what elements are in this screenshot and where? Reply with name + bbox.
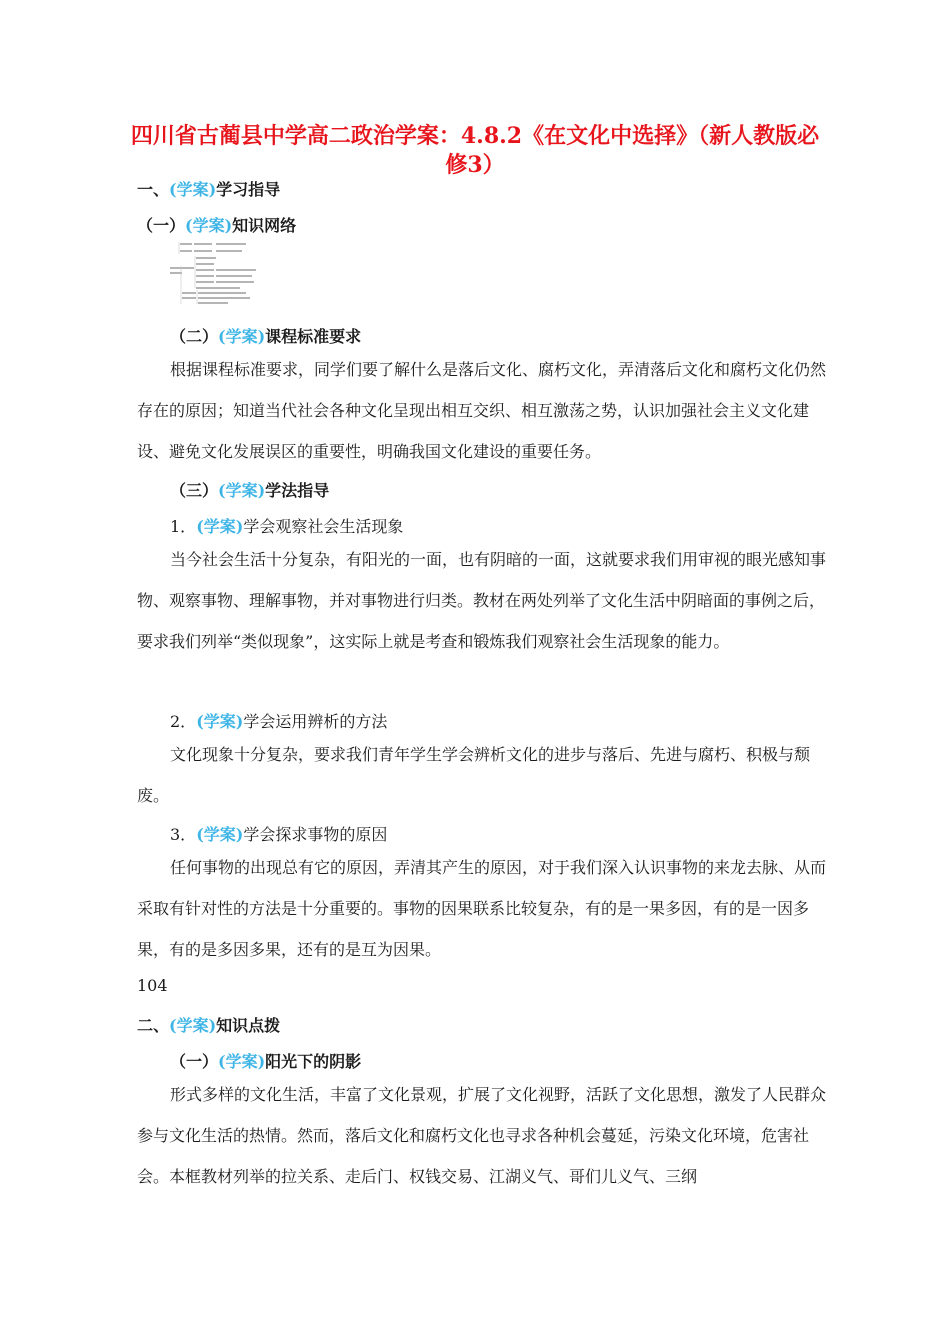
tag-label: (学案) <box>218 481 266 500</box>
subsection-number: （一） <box>170 1052 219 1071</box>
subsection-number: （三） <box>170 481 219 500</box>
tag-label: (学案) <box>196 712 244 731</box>
item-number: 2． <box>170 712 197 731</box>
subsection-heading-shadow <box>170 1049 361 1072</box>
item-text: 学会观察社会生活现象 <box>243 517 404 536</box>
item-number: 3． <box>170 825 197 844</box>
list-item-1-heading <box>170 514 403 537</box>
subsection-text: 阳光下的阴影 <box>265 1052 362 1071</box>
subsection-number: （一） <box>137 216 186 235</box>
section-heading-2 <box>137 1013 280 1036</box>
item-text: 学会运用辨析的方法 <box>243 712 388 731</box>
tag-label: (学案) <box>218 327 266 346</box>
tag-label: (学案) <box>196 825 244 844</box>
tag-label: (学案) <box>169 180 217 199</box>
paragraph-curriculum: 根据课程标准要求，同学们要了解什么是落后文化、腐朽文化，弄清落后文化和腐朽文化仍然存在的原因；知道当代社会各种文化呈现出相互交织、相互激荡之势，认识加强社会主义文化建设、避免文化发展误区的重要性，明确我国文化建设的重要任务。 <box>137 360 827 461</box>
subsection-text: 知识网络 <box>232 216 297 235</box>
paragraph-causes: 任何事物的出现总有它的原因，弄清其产生的原因，对于我们深入认识事物的来龙去脉、从而采取有针对性的方法是十分重要的。事物的因果联系比较复杂，有的是一果多因，有的是一因多果，有的是多因多果，还有的是互为因果。 <box>137 858 827 959</box>
document-title: 四川省古蔺县中学高二政治学案：4.8.2《在文化中选择》（新人教版必修3） <box>130 123 820 178</box>
section-number: 二、 <box>137 1016 170 1035</box>
mindmap-image <box>170 240 290 306</box>
subsection-heading-knowledge-network <box>137 213 296 236</box>
list-item-3-heading <box>170 822 387 845</box>
tag-label: (学案) <box>196 517 244 536</box>
subsection-heading-curriculum <box>170 324 361 347</box>
subsection-heading-study-method <box>170 478 329 501</box>
tag-label: (学案) <box>218 1052 266 1071</box>
list-item-2-heading <box>170 709 387 732</box>
tag-label: (学案) <box>185 216 233 235</box>
section-text: 知识点拨 <box>216 1016 281 1035</box>
subsection-text: 学法指导 <box>265 481 330 500</box>
knowledge-network-diagram <box>170 240 290 306</box>
item-text: 学会探求事物的原因 <box>243 825 388 844</box>
paragraph-shadow: 形式多样的文化生活，丰富了文化景观，扩展了文化视野，活跃了文化思想，激发了人民群众参与文化生活的热情。然而，落后文化和腐朽文化也寻求各种机会蔓延，污染文化环境，危害社会。本框教材列举的拉关系、走后门、权钱交易、江湖义气、哥们儿义气、三纲 <box>137 1085 827 1186</box>
section-number: 一、 <box>137 180 170 199</box>
item-number: 1． <box>170 517 197 536</box>
section-text: 学习指导 <box>216 180 281 199</box>
paragraph-analyze: 文化现象十分复杂，要求我们青年学生学会辨析文化的进步与落后、先进与腐朽、积极与颓废。 <box>137 745 811 805</box>
subsection-text: 课程标准要求 <box>265 327 362 346</box>
page-number: 104 <box>137 976 168 995</box>
paragraph-observe: 当今社会生活十分复杂，有阳光的一面，也有阴暗的一面，这就要求我们用审视的眼光感知事物、观察事物、理解事物，并对事物进行归类。教材在两处列举了文化生活中阴暗面的事例之后，要求我们列举“类似现象”，这实际上就是考查和锻炼我们观察社会生活现象的能力。 <box>137 550 827 651</box>
section-heading-1 <box>137 177 280 200</box>
tag-label: (学案) <box>169 1016 217 1035</box>
subsection-number: （二） <box>170 327 219 346</box>
